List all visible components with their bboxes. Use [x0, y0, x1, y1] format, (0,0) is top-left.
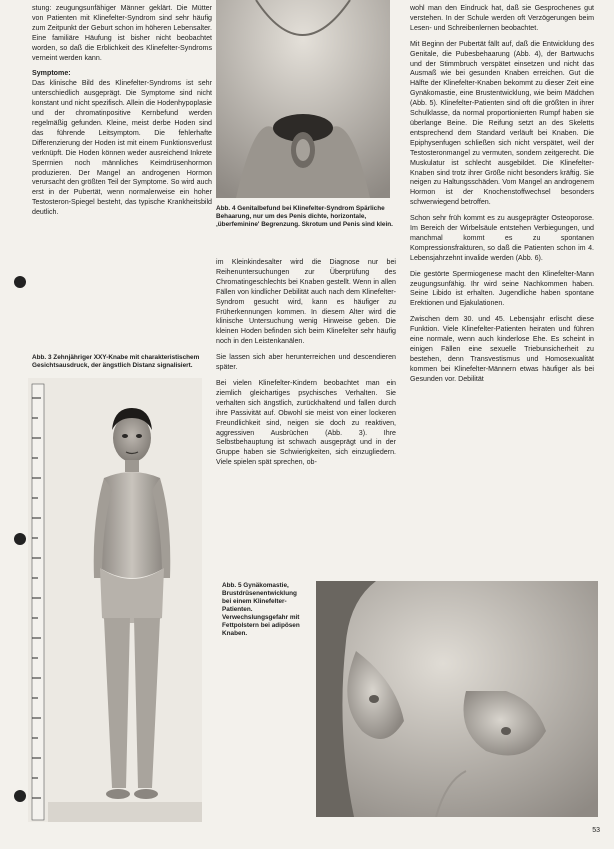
middle-column-text [216, 258, 396, 474]
binder-hole [14, 533, 26, 545]
chest-photo-illustration [316, 581, 598, 817]
page-number: 53 [592, 827, 600, 834]
paragraph: wohl man den Eindruck hat, daß sie Gesprochenes gut verstehen. In der Schule werden oft Verzögerungen beim Lesen- und Schreibenlernen beobachtet. [410, 4, 594, 32]
figure-caption-abb5: Abb. 5 Gynäkomastie, Brustdrüsenentwicklung bei einem Klinefelter-Patienten. Verwechslungsgefahr mit Fettpolstern bei adipösen Knaben. [222, 582, 300, 637]
boy-photo-illustration [28, 378, 202, 822]
paragraph: Zwischen dem 30. und 45. Lebensjahr erlischt diese Funktion. Viele Klinefelter-Patienten heiraten und führen eine normale, wenn auch kinderlose Ehe. Es scheint in einigen Fällen eine sexuelle Triebunsicherheit zu bestehen, denn Transvestismus und Homosexualität kommen bei Klinefelter-Männern etwas häufiger als bei Gesunden vor. Debilität [410, 315, 594, 383]
figure-genital-photo [216, 0, 390, 198]
figure-caption-abb3: Abb. 3 Zehnjähriger XXY-Knabe mit charakteristischem Gesichtsausdruck, der ängstlich Distanz signalisiert. [32, 354, 200, 369]
genital-photo-illustration [216, 0, 390, 198]
section-heading: Symptome: [32, 69, 71, 78]
paragraph: im Kleinkindesalter wird die Diagnose nur bei Reihenuntersuchungen zur Überprüfung des Chromatingeschlechts bei Knaben gestellt. Wenn in allen Fällen von kindlicher Debilität auch nach dem Klinefelter-Syndrom gesucht wird, kann es häufiger zu Früherkennungen kommen. In diesem Alter wird die klinische Untersuchung wenig Hinweise geben. Die kleinen Hoden befinden sich beim Klinefelter sehr häufig noch in den Leistenkanälen. [216, 258, 396, 346]
figure-caption-abb4: Abb. 4 Genitalbefund bei Klinefelter-Syndrom Spärliche Behaarung, nur um des Penis dichte, horizontale, ‚überfeminine' Begrenzung. Skrotum und Penis sind klein. [216, 205, 393, 228]
paragraph: Bei vielen Klinefelter-Kindern beobachtet man ein ziemlich gleichartiges psychisches Verhalten. Sie verhalten sich ängstlich, zurückhaltend und fallen durch ihre Passivität auf. Obwohl sie meist von einer lockeren Freundlichkeit sind, neigen sie doch zu reaktiven, aggressiven Ausbrüchen (Abb. 3). Ihre Selbstbehauptung ist schwach ausgeprägt und in der Gruppe haben sie Schwierigkeiten, sich einzugliedern. Viele spielen spät sprechen, ob- [216, 378, 396, 467]
paragraph: Schon sehr früh kommt es zu ausgeprägter Osteoporose. Im Bereich der Wirbelsäule entstehen Verbiegungen, und manchmal kommt es zu spontanen Kompressionsfrakturen, so daß die Patienten schon im 4. Lebensjahrzehnt invalide werden (Abb. 6). [410, 214, 594, 262]
paragraph: Sie lassen sich aber herunterreichen und descendieren später. [216, 353, 396, 372]
binder-hole [14, 276, 26, 288]
figure-chest-photo [316, 581, 598, 817]
right-column-text [410, 4, 594, 391]
binder-hole [14, 790, 26, 802]
paragraph: Die gestörte Spermiogenese macht den Klinefelter-Mann zeugungsunfähig. Ihr wird seine Nachkommen haben. Seine Libido ist erhalten. Jugendliche haben spontane Erektionen und Ejakulationen. [410, 269, 594, 308]
paragraph: stung: zeugungsunfähiger Männer geklärt. Die Mütter von Patienten mit Klinefelter-Syndrom sind sehr häufig zum Zeitpunkt der Geburt schon im höheren Lebensalter. Eine familiäre Häufung ist bisher nicht beobachtet worden, so daß die Erblichkeit des Klinefelter-Syndroms verneint werden kann. [32, 4, 212, 62]
left-column-text [32, 4, 212, 224]
figure-boy-photo [28, 378, 202, 822]
paragraph: Mit Beginn der Pubertät fällt auf, daß die Entwicklung des Genitale, die Pubesbehaarung (Abb. 4), der Bartwuchs und der Stimmbruch verspätet einsetzen und nicht das Ausmaß wie bei gesunden Knaben erreichen. Gut die Hälfte der Klinefelter-Knaben bekommt zu dieser Zeit eine Gynäkomastie, eine Brustentwicklung, wie beim Mädchen (Abb. 5). Klinefelter-Patienten sind oft die größten in ihrer Schulklasse, da normal proportionierten Rumpf haben sie überlange Beine. Die Reifung setzt an des Skeletts entsprechend dem Standard verläuft bei Knaben. Die Epiphysenfugen schließen sich nicht verspätet, weil der Testosteronmangel zu vermuten, sondern zeitgerecht. Die Muskulatur ist schlecht ausgebildet. Die Klinefelter-Knaben sind trotz ihrer Größe nicht besonders kräftig. Sie neigen zu Haltungsschäden. Vom Mangel an androgenem Hormon ist der Knochenstoffwechsel besonders schwerwiegend betroffen. [410, 39, 594, 207]
paragraph: Das klinische Bild des Klinefelter-Syndroms ist sehr unterschiedlich ausgeprägt. Die Symptome sind nicht konstant und nicht spezifisch. Allein die Hodenhypoplasie und der chromatinpositive Kernbefund werden regelmäßig gefunden. Kleine, meist derbe Hoden sind das führende Leitsymptom. Die fehlerhafte Differenzierung der Hoden ist mit einem Funktionsverlust verknüpft. Die Hoden können weder ausreichend Inkrete Sperrnien noch männliches Keimdrüsenhormon produzieren. Der Mangel an androgenen Hormon verursacht den größten Teil der Symptome. So wird auch erst in der Pubertät, wenn normalerweise ein hoher Testosteron-Spiegel besteht, das typische Krankheitsbild deutlich. [32, 79, 212, 217]
